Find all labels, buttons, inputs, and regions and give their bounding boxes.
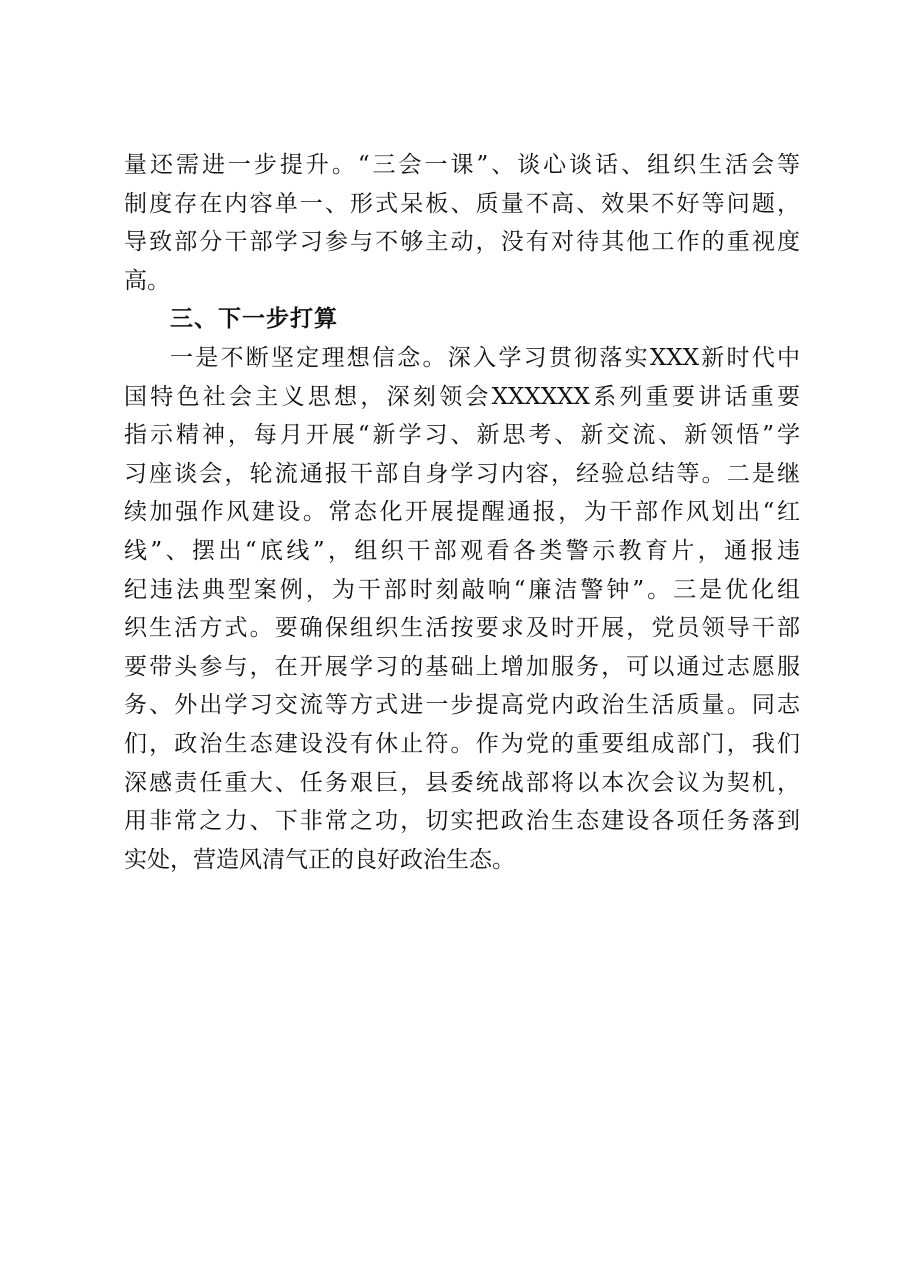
paragraph-line: 纪违法典型案例，为干部时刻敲响“廉洁警钟”。三是优化组 bbox=[124, 576, 800, 603]
paragraph-line: 要带头参与，在开展学习的基础上增加服务，可以通过志愿服 bbox=[124, 653, 800, 680]
paragraph-line: 务、外出学习交流等方式进一步提高党内政治生活质量。同志 bbox=[124, 692, 800, 719]
paragraph-line: 线”、摆出“底线”，组织干部观看各类警示教育片，通报违 bbox=[124, 537, 800, 564]
paragraph-plan bbox=[124, 339, 800, 879]
paragraph-line: 们，政治生态建设没有休止符。作为党的重要组成部门，我们 bbox=[124, 730, 800, 757]
paragraph-line: 制度存在内容单一、形式呆板、质量不高、效果不好等问题， bbox=[124, 190, 800, 217]
paragraph-line: 续加强作风建设。常态化开展提醒通报，为干部作风划出“红 bbox=[124, 499, 800, 526]
paragraph-line: 指示精神，每月开展“新学习、新思考、新交流、新领悟”学 bbox=[124, 422, 800, 449]
paragraph-line: 导致部分干部学习参与不够主动，没有对待其他工作的重视度 bbox=[124, 229, 800, 256]
paragraph-line: 用非常之力、下非常之功，切实把政治生态建设各项任务落到 bbox=[124, 808, 800, 835]
paragraph-continued bbox=[124, 146, 800, 300]
paragraph-line: 一是不断坚定理想信念。深入学习贯彻落实XXX新时代中 bbox=[170, 344, 800, 371]
paragraph-line: 高。 bbox=[124, 267, 170, 294]
paragraph-line: 习座谈会，轮流通报干部自身学习内容，经验总结等。二是继 bbox=[124, 460, 800, 487]
paragraph-line: 实处，营造风清气正的良好政治生态。 bbox=[124, 846, 515, 873]
paragraph-line: 国特色社会主义思想，深刻领会XXXXXX系列重要讲话重要 bbox=[124, 383, 800, 410]
paragraph-line: 织生活方式。要确保组织生活按要求及时开展，党员领导干部 bbox=[124, 615, 800, 642]
paragraph-line: 量还需进一步提升。“三会一课”、谈心谈话、组织生活会等 bbox=[124, 152, 800, 178]
section-heading: 三、下一步打算 bbox=[170, 306, 338, 333]
paragraph-line: 深感责任重大、任务艰巨，县委统战部将以本次会议为契机， bbox=[124, 769, 800, 796]
document-body bbox=[124, 146, 800, 879]
